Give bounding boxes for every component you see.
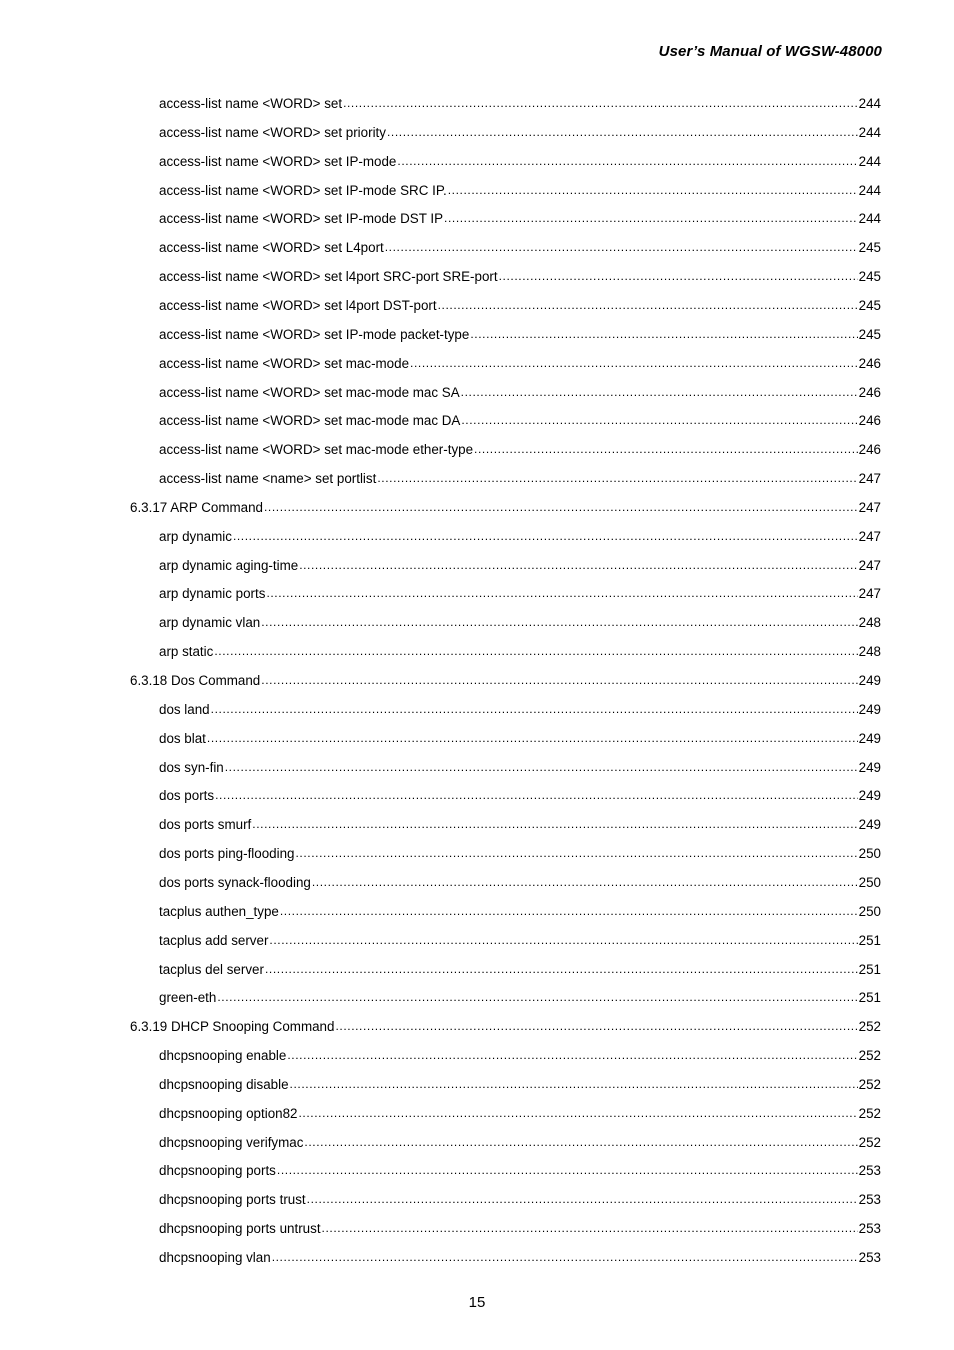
toc-section-entry[interactable] <box>130 498 881 518</box>
toc-entry-label: dos blat <box>159 730 206 746</box>
toc-entry-label: access-list name <name> set portlist <box>159 471 377 487</box>
toc-entry-label: access-list name <WORD> set IP-mode SRC IP. <box>159 182 447 198</box>
toc-entry-label: access-list name <WORD> set IP-mode DST IP <box>159 211 444 227</box>
toc-entry-label: access-list name <WORD> set l4port DST-port <box>159 297 437 313</box>
toc-dot-leader <box>264 497 858 517</box>
toc-dot-leader <box>461 410 857 430</box>
toc-dot-leader <box>261 670 857 690</box>
toc-entry-label: 6.3.18 Dos Command <box>130 673 261 688</box>
toc-entry[interactable] <box>159 613 881 633</box>
toc-entry-page: 250 <box>858 903 881 919</box>
toc-entry-page: 246 <box>858 384 881 400</box>
toc-dot-leader <box>280 901 858 921</box>
toc-dot-leader <box>233 526 858 546</box>
toc-entry-page: 249 <box>858 788 881 804</box>
toc-entry-label: dos ports ping-flooding <box>159 846 295 862</box>
toc-dot-leader <box>290 1074 858 1094</box>
toc-entry[interactable] <box>159 1075 881 1095</box>
toc-entry-page: 248 <box>858 615 881 631</box>
toc-dot-leader <box>385 237 858 257</box>
toc-entry-label: arp dynamic vlan <box>159 615 261 631</box>
toc-entry-label: dos ports synack-flooding <box>159 874 311 890</box>
toc-entry[interactable] <box>159 181 881 201</box>
toc-entry-page: 252 <box>858 1076 881 1092</box>
toc-entry-page: 250 <box>858 874 881 890</box>
toc-dot-leader <box>312 872 858 892</box>
toc-entry-label: access-list name <WORD> set IP-mode packet-type <box>159 326 470 342</box>
toc-entry[interactable] <box>159 758 881 778</box>
toc-dot-leader <box>299 1103 858 1123</box>
toc-section-entry[interactable] <box>130 671 881 691</box>
toc-entry[interactable] <box>159 931 881 951</box>
toc-entry[interactable] <box>159 642 881 662</box>
toc-entry[interactable] <box>159 1046 881 1066</box>
toc-entry[interactable] <box>159 584 881 604</box>
toc-entry-page: 247 <box>858 471 881 487</box>
toc-entry-page: 247 <box>858 528 881 544</box>
toc-entry[interactable] <box>159 238 881 258</box>
toc-entry-label: arp dynamic ports <box>159 586 266 602</box>
toc-entry[interactable] <box>159 152 881 172</box>
toc-dot-leader <box>225 757 858 777</box>
toc-entry[interactable] <box>159 94 881 114</box>
toc-dot-leader <box>266 583 857 603</box>
toc-dot-leader <box>299 555 857 575</box>
toc-section-entry[interactable] <box>130 1017 881 1037</box>
toc-entry-page: 253 <box>858 1163 881 1179</box>
toc-entry-page: 244 <box>858 124 881 140</box>
toc-entry[interactable] <box>159 527 881 547</box>
toc-entry-label: access-list name <WORD> set mac-mode mac DA <box>159 413 461 429</box>
toc-entry-page: 244 <box>858 96 881 111</box>
toc-dot-leader <box>322 1218 858 1238</box>
toc-entry[interactable] <box>159 296 881 316</box>
toc-entry[interactable] <box>159 729 881 749</box>
toc-dot-leader <box>261 612 857 632</box>
toc-entry-label: dhcpsnooping verifymac <box>159 1134 304 1150</box>
toc-dot-leader <box>207 728 858 748</box>
toc-entry-page: 249 <box>858 817 881 833</box>
toc-dot-leader <box>307 1189 858 1209</box>
toc-entry-label: dhcpsnooping option82 <box>159 1105 298 1121</box>
toc-entry-label: arp static <box>159 644 214 660</box>
toc-entry-label: 6.3.17 ARP Command <box>130 499 263 515</box>
toc-entry[interactable] <box>159 1219 881 1239</box>
toc-entry[interactable] <box>159 815 881 835</box>
toc-dot-leader <box>343 93 858 113</box>
toc-entry-page: 249 <box>858 673 881 688</box>
toc-entry-label: arp dynamic aging-time <box>159 557 299 573</box>
toc-entry-page: 245 <box>858 269 881 285</box>
toc-entry[interactable] <box>159 411 881 431</box>
toc-entry-label: dos ports smurf <box>159 817 252 833</box>
toc-dot-leader <box>461 382 858 402</box>
toc-dot-leader <box>252 814 857 834</box>
toc-entry-page: 248 <box>858 644 881 660</box>
toc-entry[interactable] <box>159 325 881 345</box>
toc-entry-page: 245 <box>858 326 881 342</box>
toc-entry-label: dos syn-fin <box>159 759 224 775</box>
toc-dot-leader <box>272 1247 858 1267</box>
toc-entry-page: 247 <box>858 557 881 573</box>
toc-entry-label: arp dynamic <box>159 528 232 544</box>
toc-entry-page: 252 <box>858 1048 881 1064</box>
toc-entry[interactable] <box>159 902 881 922</box>
toc-entry-label: dhcpsnooping disable <box>159 1076 289 1092</box>
toc-entry[interactable] <box>159 440 881 460</box>
toc-dot-leader <box>397 151 857 171</box>
toc-entry-page: 249 <box>858 701 881 717</box>
toc-dot-leader <box>377 468 857 488</box>
toc-entry-label: dhcpsnooping ports trust <box>159 1192 306 1208</box>
toc-entry-page: 249 <box>858 730 881 746</box>
toc-entry-label: access-list name <WORD> set IP-mode <box>159 153 397 169</box>
toc-entry[interactable] <box>159 960 881 980</box>
toc-entry[interactable] <box>159 1133 881 1153</box>
toc-entry-label: dhcpsnooping ports untrust <box>159 1221 321 1237</box>
toc-dot-leader <box>387 122 858 142</box>
toc-entry[interactable] <box>159 1104 881 1124</box>
toc-entry-label: access-list name <WORD> set L4port <box>159 240 384 256</box>
toc-dot-leader <box>211 699 858 719</box>
toc-dot-leader <box>474 439 858 459</box>
toc-entry[interactable] <box>159 1190 881 1210</box>
toc-entry[interactable] <box>159 209 881 229</box>
toc-dot-leader <box>499 266 858 286</box>
toc-dot-leader <box>470 324 857 344</box>
toc-entry-page: 251 <box>858 990 881 1006</box>
toc-entry-label: access-list name <WORD> set mac-mode ether-type <box>159 442 474 458</box>
toc-dot-leader <box>444 208 858 228</box>
toc-entry-page: 252 <box>858 1134 881 1150</box>
toc-dot-leader <box>277 1160 858 1180</box>
toc-dot-leader <box>410 353 858 373</box>
toc-entry-label: access-list name <WORD> set mac-mode <box>159 355 410 371</box>
toc-entry[interactable] <box>159 267 881 287</box>
toc-entry-page: 253 <box>858 1221 881 1237</box>
toc-entry-page: 246 <box>858 442 881 458</box>
toc-entry[interactable] <box>159 988 881 1008</box>
toc-entry-label: green-eth <box>159 990 217 1006</box>
toc-entry-page: 245 <box>858 297 881 313</box>
toc-entry-label: dos ports <box>159 788 215 804</box>
toc-dot-leader <box>214 641 857 661</box>
toc-entry-label: dhcpsnooping ports <box>159 1163 276 1179</box>
toc-entry-label: tacplus authen_type <box>159 903 279 919</box>
toc-entry-page: 253 <box>858 1192 881 1208</box>
toc-entry[interactable] <box>159 786 881 806</box>
page-number: 15 <box>468 1294 486 1311</box>
toc-dot-leader <box>269 930 857 950</box>
toc-entry-page: 250 <box>858 846 881 862</box>
toc-entry[interactable] <box>159 354 881 374</box>
toc-entry-page: 249 <box>858 759 881 775</box>
toc-entry-page: 244 <box>858 182 881 198</box>
toc-entry-label: dhcpsnooping vlan <box>159 1250 271 1265</box>
toc-dot-leader <box>217 987 857 1007</box>
toc-entry-page: 246 <box>858 355 881 371</box>
toc-entry-page: 252 <box>858 1019 881 1035</box>
toc-entry-label: dos land <box>159 701 210 717</box>
toc-entry[interactable] <box>159 469 881 489</box>
toc-entry-page: 244 <box>858 153 881 169</box>
toc-dot-leader <box>438 295 858 315</box>
toc-entry[interactable] <box>159 123 881 143</box>
toc-entry-label: tacplus del server <box>159 961 264 977</box>
toc-entry-page: 246 <box>858 413 881 429</box>
toc-entry-label: access-list name <WORD> set l4port SRC-port SRE-port <box>159 269 498 285</box>
toc-dot-leader <box>295 843 857 863</box>
toc-entry-label: 6.3.19 DHCP Snooping Command <box>130 1019 335 1035</box>
toc-entry-label: access-list name <WORD> set <box>159 96 343 111</box>
toc-entry-page: 252 <box>858 1105 881 1121</box>
toc-entry-label: tacplus add server <box>159 932 269 948</box>
toc-entry[interactable] <box>159 383 881 403</box>
toc-entry-label: access-list name <WORD> set priority <box>159 124 386 140</box>
toc-entry-page: 251 <box>858 961 881 977</box>
toc-entry-label: access-list name <WORD> set mac-mode mac SA <box>159 384 460 400</box>
toc-dot-leader <box>304 1132 857 1152</box>
toc-entry-page: 247 <box>858 586 881 602</box>
toc-dot-leader <box>335 1016 857 1036</box>
toc-entry[interactable] <box>159 1248 881 1268</box>
toc-dot-leader <box>287 1045 857 1065</box>
toc-entry-label: dhcpsnooping enable <box>159 1048 287 1064</box>
toc-entry[interactable] <box>159 873 881 893</box>
toc-dot-leader <box>265 959 858 979</box>
page-header-title: User’s Manual of WGSW-48000 <box>658 43 882 60</box>
toc-entry-page: 253 <box>858 1250 881 1265</box>
toc-entry-page: 244 <box>858 211 881 227</box>
toc-entry[interactable] <box>159 1161 881 1181</box>
toc-dot-leader <box>448 180 858 200</box>
toc-dot-leader <box>215 785 858 805</box>
toc-entry-page: 245 <box>858 240 881 256</box>
toc-entry[interactable] <box>159 556 881 576</box>
toc-entry[interactable] <box>159 844 881 864</box>
toc-entry[interactable] <box>159 700 881 720</box>
toc-entry-page: 251 <box>858 932 881 948</box>
toc-entry-page: 247 <box>858 499 881 515</box>
